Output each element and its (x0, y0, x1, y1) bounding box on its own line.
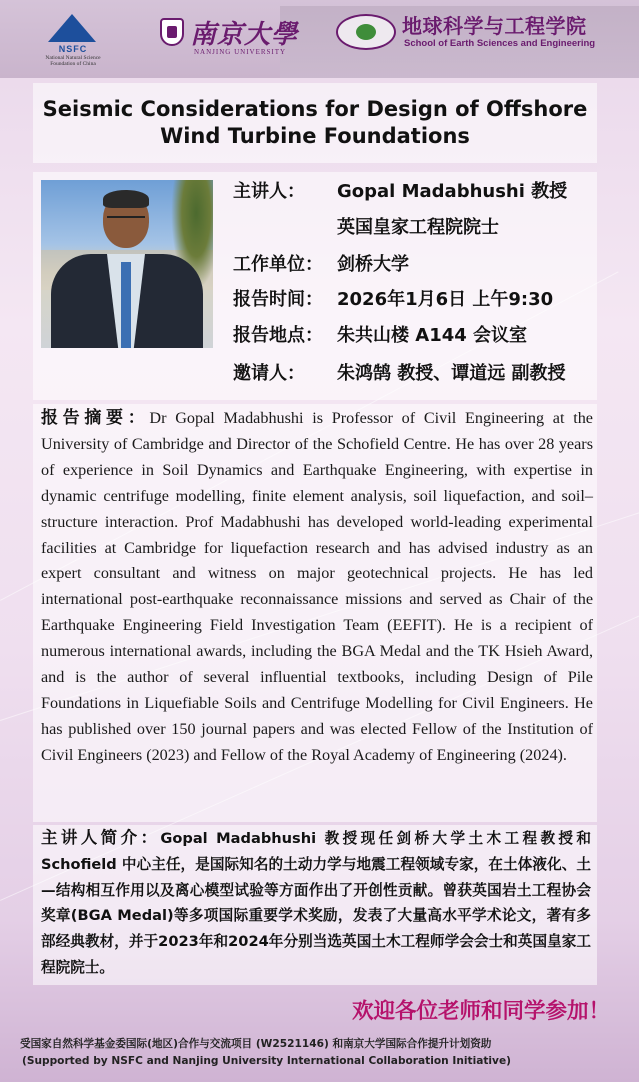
nsfc-emblem-icon (48, 14, 96, 42)
funding-note-en: (Supported by NSFC and Nanjing University International Collaboration Initiative) (22, 1055, 511, 1067)
funding-note-cn: 受国家自然科学基金委国际(地区)合作与交流项目 (W2521146) 和南京大学国际合作提升计划资助 (20, 1038, 492, 1050)
affiliation-label: 工作单位： (233, 254, 323, 275)
photo-tie (121, 262, 131, 348)
school-name-en: School of Earth Sciences and Engineering (404, 38, 596, 49)
photo-hair (103, 190, 149, 208)
bio-label: 主讲人简介： (41, 828, 161, 847)
school-emblem-icon (336, 14, 396, 50)
nsfc-name: National Natural Science Foundation of China (45, 55, 101, 67)
inviter-value: 朱鸿鹄 教授、谭道远 副教授 (337, 363, 566, 384)
speaker-photo (41, 180, 213, 348)
abstract-label: 报告摘要： (41, 408, 150, 428)
school-name-cn: 地球科学与工程学院 (402, 14, 587, 38)
title-box (33, 83, 597, 163)
speaker-info-box (33, 172, 597, 400)
inviter-label: 邀请人： (233, 363, 305, 384)
speaker-honor: 英国皇家工程院院士 (337, 217, 499, 238)
university-name-cn: 南京大學 (190, 20, 299, 50)
location-value: 朱共山楼 A144 会议室 (337, 325, 528, 346)
time-value: 2026年1月6日 上午9:30 (337, 289, 554, 310)
location-label: 报告地点： (233, 325, 323, 346)
talk-title-line-1: Seismic Considerations for Design of Offshore (42, 97, 588, 121)
nju-crest-icon (160, 18, 184, 46)
speaker-name: Gopal Madabhushi 教授 (337, 181, 568, 202)
abstract-text: Dr Gopal Madabhushi is Professor of Civil Engineering at the University of Cambridge and Director of the Schofield Centre. He has over 28 years of experience in Soil Dynamics and Earthquake Engineering, with expertise in dynamic centrifuge modelling, finite element analysis, soil liquefaction, and soil–structure interaction. Prof Madabhushi has developed world-leading experimental facilities at Cambridge for liquefaction research and has advised industry as an expert consultant and witness on major geotechnical projects. He has led international post-earthquake reconnaissance missions and served as Chair of the Earthquake Engineering Field Investigation Team (EEFIT). He is a recipient of numerous international awards, including the BGA Medal and the TK Hsieh Award, and is the author of several influential textbooks, including Design of Pile Foundations in Liquefiable Soils and Centrifuge Modelling for Civil Engineers. He has published over 150 journal papers and was elected Fellow of the Institution of Civil Engineers (2023) and Fellow of the Royal Academy of Engineering (2024). (41, 409, 593, 764)
bio-text: Gopal Madabhushi 教授现任剑桥大学土木工程教授和Schofield 中心主任，是国际知名的土动力学与地震工程领域专家，在土体液化、土—结构相互作用以及离心模型试验等方面作出了开创性贡献。曾获英国岩土工程协会奖章(BGA Medal)等多项国际重要学术奖励，发表了大量高水平学术论文，著有多部经典教材，并于2023年和2024年分别当选英国土木工程师学会会士和英国皇家工程院院士。 (41, 830, 592, 976)
university-name-en: NANJING UNIVERSITY (194, 48, 287, 56)
affiliation-value: 剑桥大学 (337, 254, 409, 275)
abstract-section (33, 404, 597, 822)
welcome-message: 欢迎各位老师和同学参加！ (351, 999, 610, 1024)
nanjing-university-logo (158, 14, 298, 56)
header-banner (0, 0, 639, 78)
time-label: 报告时间： (233, 289, 323, 310)
photo-glasses (107, 216, 145, 223)
speaker-label: 主讲人： (233, 181, 305, 202)
school-logo (336, 12, 396, 52)
nsfc-logo (38, 14, 108, 74)
bio-section (33, 825, 597, 985)
talk-title-line-2: Wind Turbine Foundations (160, 124, 470, 148)
nsfc-abbr: NSFC (58, 44, 88, 54)
